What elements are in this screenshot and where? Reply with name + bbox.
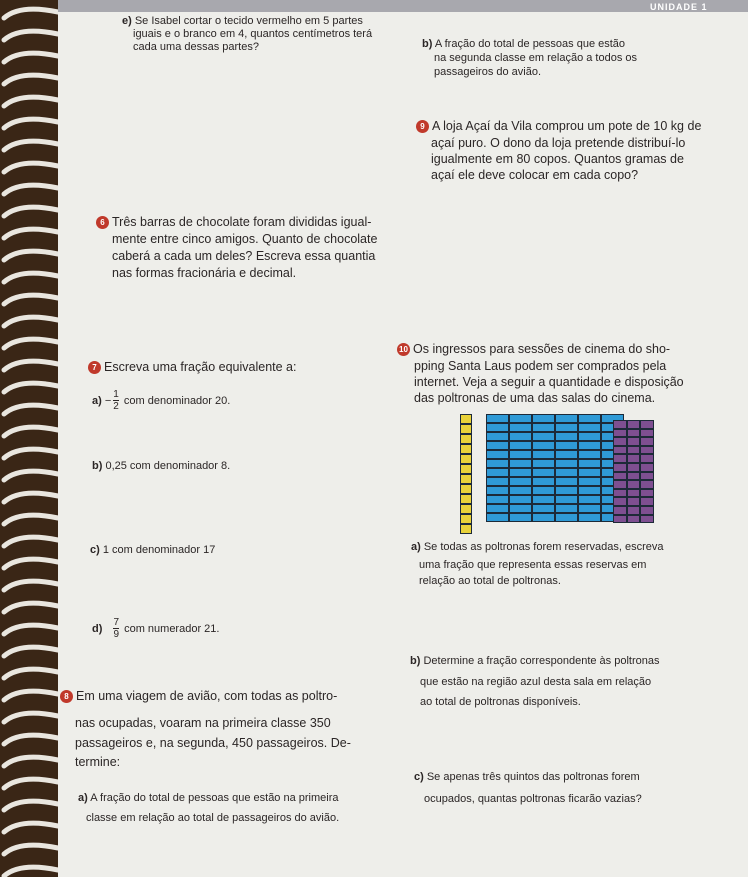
- blue-seat: [486, 504, 509, 513]
- q8b-line-3: passageiros do avião.: [434, 66, 542, 78]
- purple-seat: [627, 429, 641, 438]
- blue-seat: [509, 504, 532, 513]
- blue-seat: [532, 504, 555, 513]
- blue-seat: [532, 459, 555, 468]
- blue-seat: [486, 486, 509, 495]
- blue-seat: [532, 432, 555, 441]
- q10b-line-2: que estão na região azul desta sala em relação: [420, 676, 652, 688]
- blue-seat: [532, 495, 555, 504]
- yellow-seat: [460, 494, 472, 504]
- item-label: a): [411, 541, 421, 553]
- blue-seat: [578, 450, 601, 459]
- blue-seat: [509, 414, 532, 423]
- blue-seat: [532, 513, 555, 522]
- purple-seat: [627, 437, 641, 446]
- item-label: a): [78, 792, 88, 804]
- q8b-line-1: A fração do total de pessoas que estão: [434, 38, 626, 50]
- blue-seat: [486, 468, 509, 477]
- blue-seat: [555, 513, 578, 522]
- blue-seat: [532, 477, 555, 486]
- spiral-binding: [0, 0, 64, 877]
- blue-seat: [486, 414, 509, 423]
- q9-line-3: igualmente em 80 copos. Quantos gramas de: [431, 152, 684, 166]
- purple-seat: [613, 472, 627, 481]
- fraction-one-half: $\frac{1}{2}$: [113, 389, 119, 412]
- purple-seat: [640, 489, 654, 498]
- purple-seat: [613, 489, 627, 498]
- item-label: b): [92, 460, 103, 472]
- blue-seat: [578, 477, 601, 486]
- q9-line-2: açaí puro. O dono da loja pretende distribuí-lo: [431, 136, 686, 150]
- fraction-sign: −: [104, 394, 112, 407]
- blue-seat: [532, 468, 555, 477]
- q8-line-3: passageiros e, na segunda, 450 passageiros. De-: [75, 736, 351, 750]
- purple-seat: [640, 446, 654, 455]
- purple-seat: [640, 429, 654, 438]
- unit-header: [58, 0, 748, 12]
- q8b-line-2: na segunda classe em relação a todos os: [434, 52, 638, 64]
- blue-seat: [532, 450, 555, 459]
- blue-seat: [486, 450, 509, 459]
- q7a-text: com denominador 20.: [123, 394, 231, 407]
- q7d-text: com numerador 21.: [124, 622, 220, 635]
- blue-seat: [509, 477, 532, 486]
- yellow-seat: [460, 514, 472, 524]
- purple-seat: [627, 489, 641, 498]
- purple-seat: [640, 480, 654, 489]
- blue-seat: [509, 468, 532, 477]
- yellow-seat: [460, 474, 472, 484]
- question-number: 6: [96, 216, 109, 229]
- q10a-line-1: Se todas as poltronas forem reservadas, escreva: [423, 541, 664, 553]
- blue-seat: [532, 423, 555, 432]
- blue-seat: [509, 495, 532, 504]
- q10-line-2: pping Santa Laus podem ser comprados pela: [414, 359, 667, 373]
- blue-seat: [555, 495, 578, 504]
- blue-seat: [532, 486, 555, 495]
- question-number: 8: [60, 690, 73, 703]
- q10-line-4: das poltronas de uma das salas do cinema.: [414, 391, 656, 405]
- blue-seat: [578, 504, 601, 513]
- blue-seat-block: [486, 414, 624, 522]
- q10-line-3: internet. Veja a seguir a quantidade e disposição: [414, 375, 684, 389]
- blue-seat: [532, 441, 555, 450]
- blue-seat: [509, 513, 532, 522]
- purple-seat: [613, 515, 627, 524]
- purple-seat: [613, 429, 627, 438]
- item-label: a): [92, 394, 102, 407]
- blue-seat: [486, 432, 509, 441]
- yellow-seat: [460, 444, 472, 454]
- purple-seat: [627, 454, 641, 463]
- blue-seat: [509, 432, 532, 441]
- blue-seat: [578, 459, 601, 468]
- blue-seat: [578, 432, 601, 441]
- purple-seat: [627, 497, 641, 506]
- q10-line-1: Os ingressos para sessões de cinema do sho-: [413, 342, 671, 356]
- blue-seat: [509, 486, 532, 495]
- blue-seat: [555, 459, 578, 468]
- item-label: b): [410, 655, 421, 667]
- yellow-seat: [460, 454, 472, 464]
- yellow-seat: [460, 484, 472, 494]
- q10c-line-2: ocupados, quantas poltronas ficarão vazias?: [424, 793, 642, 805]
- q7c-text: 1 com denominador 17: [102, 544, 216, 556]
- yellow-seat: [460, 504, 472, 514]
- blue-seat: [578, 513, 601, 522]
- purple-seat: [627, 480, 641, 489]
- yellow-seat-block: [460, 414, 472, 534]
- yellow-seat: [460, 524, 472, 534]
- question-number: 9: [416, 120, 429, 133]
- q9-line-4: açaí ele deve colocar em cada copo?: [431, 168, 639, 182]
- blue-seat: [555, 504, 578, 513]
- q10b-line-3: ao total de poltronas disponíveis.: [420, 696, 581, 708]
- purple-seat: [627, 515, 641, 524]
- question-number: 10: [397, 343, 410, 356]
- blue-seat: [555, 414, 578, 423]
- purple-seat: [627, 506, 641, 515]
- blue-seat: [532, 414, 555, 423]
- q8-line-4: termine:: [75, 755, 121, 769]
- blue-seat: [578, 423, 601, 432]
- q7-prompt: Escreva uma fração equivalente a:: [104, 360, 297, 374]
- blue-seat: [486, 441, 509, 450]
- blue-seat: [509, 459, 532, 468]
- yellow-seat: [460, 414, 472, 424]
- blue-seat: [555, 477, 578, 486]
- purple-seat: [627, 463, 641, 472]
- q10b-line-1: Determine a fração correspondente às poltronas: [423, 655, 660, 667]
- blue-seat: [555, 450, 578, 459]
- fraction-seven-ninths: $\frac{7}{9}$: [113, 617, 120, 640]
- yellow-seat: [460, 424, 472, 434]
- unit-label: UNIDADE 1: [650, 2, 708, 12]
- purple-seat: [613, 437, 627, 446]
- q10a-line-2: uma fração que representa essas reservas em: [419, 559, 647, 571]
- item-label: d): [92, 622, 103, 635]
- purple-seat: [613, 506, 627, 515]
- blue-seat: [578, 486, 601, 495]
- blue-seat: [509, 441, 532, 450]
- item-label: b): [422, 38, 433, 50]
- blue-seat: [578, 414, 601, 423]
- yellow-seat: [460, 464, 472, 474]
- workbook-page: [58, 0, 748, 877]
- q6-line-2: mente entre cinco amigos. Quanto de chocolate: [112, 232, 378, 246]
- q8-line-2: nas ocupadas, voaram na primeira classe 350: [75, 716, 331, 730]
- q5e-line-3: cada uma dessas partes?: [133, 41, 259, 53]
- blue-seat: [486, 459, 509, 468]
- purple-seat: [627, 420, 641, 429]
- purple-seat: [640, 515, 654, 524]
- purple-seat: [640, 463, 654, 472]
- blue-seat: [486, 495, 509, 504]
- q10c-line-1: Se apenas três quintos das poltronas forem: [426, 771, 640, 783]
- blue-seat: [578, 441, 601, 450]
- blue-seat: [555, 486, 578, 495]
- q6-line-3: caberá a cada um deles? Escreva essa quantia: [112, 249, 376, 263]
- blue-seat: [555, 423, 578, 432]
- blue-seat: [486, 423, 509, 432]
- purple-seat: [627, 472, 641, 481]
- q5e-line-2: iguais e o branco em 4, quantos centímetros terá: [133, 28, 373, 40]
- purple-seat: [627, 446, 641, 455]
- q10a-line-3: relação ao total de poltronas.: [419, 575, 561, 587]
- question-number: 7: [88, 361, 101, 374]
- purple-seat: [613, 497, 627, 506]
- blue-seat: [555, 432, 578, 441]
- item-label: e): [122, 15, 132, 27]
- blue-seat: [509, 450, 532, 459]
- purple-seat: [640, 437, 654, 446]
- blue-seat: [578, 495, 601, 504]
- blue-seat: [509, 423, 532, 432]
- purple-seat: [640, 506, 654, 515]
- blue-seat: [486, 477, 509, 486]
- purple-seat: [640, 472, 654, 481]
- q7b-text: 0,25 com denominador 8.: [105, 460, 231, 472]
- purple-seat: [640, 497, 654, 506]
- item-label: c): [414, 771, 424, 783]
- purple-seat: [640, 454, 654, 463]
- purple-seat: [613, 420, 627, 429]
- q6-line-4: nas formas fracionária e decimal.: [112, 266, 297, 280]
- purple-seat: [613, 454, 627, 463]
- blue-seat: [578, 468, 601, 477]
- q8-line-1: Em uma viagem de avião, com todas as poltro-: [76, 689, 338, 703]
- q6-line-1: Três barras de chocolate foram divididas igual-: [112, 215, 372, 229]
- purple-seat: [640, 420, 654, 429]
- blue-seat: [555, 441, 578, 450]
- yellow-seat: [460, 434, 472, 444]
- q5e-line-1: Se Isabel cortar o tecido vermelho em 5 partes: [134, 15, 363, 27]
- purple-seat: [613, 480, 627, 489]
- q8a-line-1: A fração do total de pessoas que estão na primeira: [90, 792, 339, 804]
- item-label: c): [90, 544, 100, 556]
- q9-line-1: A loja Açaí da Vila comprou um pote de 10 kg de: [432, 119, 702, 133]
- blue-seat: [555, 468, 578, 477]
- purple-seat: [613, 463, 627, 472]
- blue-seat: [486, 513, 509, 522]
- q8a-line-2: classe em relação ao total de passageiros do avião.: [86, 812, 340, 824]
- purple-seat: [613, 446, 627, 455]
- purple-seat-block: [613, 420, 654, 523]
